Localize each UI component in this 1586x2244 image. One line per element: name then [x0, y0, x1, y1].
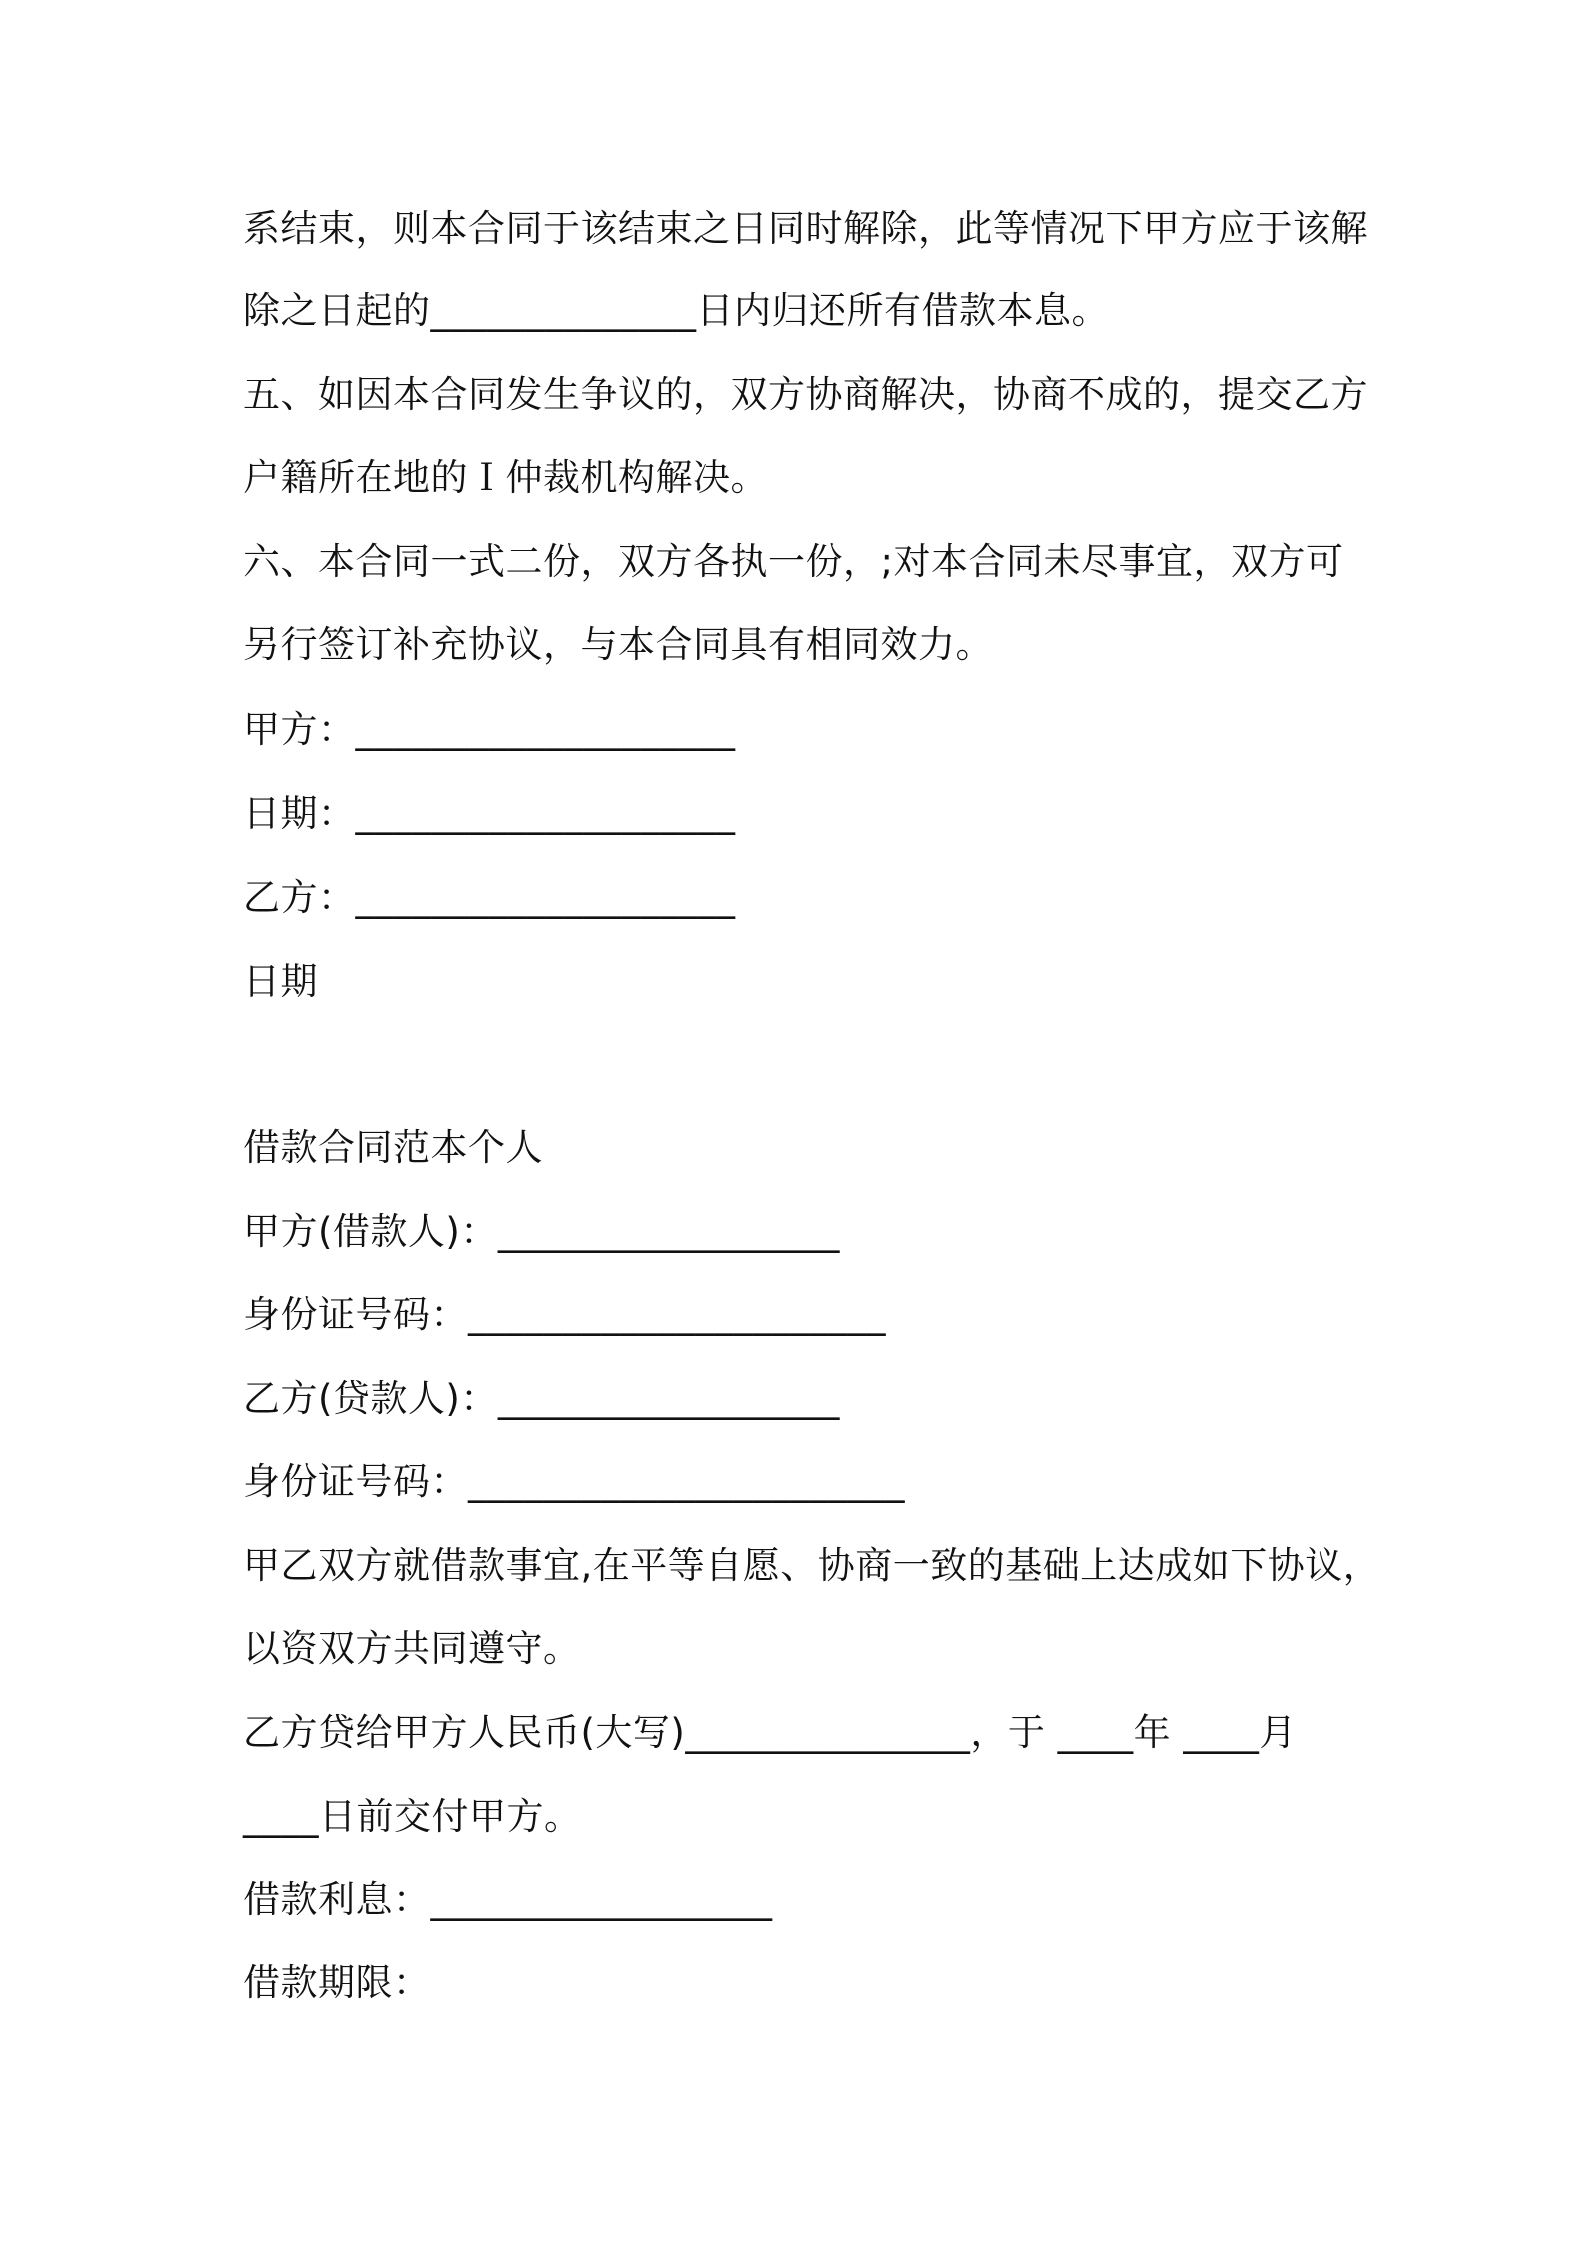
text-line: 以资双方共同遵守。 — [243, 1627, 581, 1670]
signature-party-b: 乙方：____________________ — [243, 876, 736, 919]
signature-date-a: 日期：____________________ — [243, 792, 736, 835]
text-line: 六、本合同一式二份，双方各执一份，;对本合同未尽事宜，双方可 — [243, 540, 1344, 583]
lender-id-field: 身份证号码：_______________________ — [243, 1460, 905, 1503]
text-line: 另行签订补充协议，与本合同具有相同效力。 — [243, 623, 993, 666]
loan-term-field: 借款期限： — [243, 1961, 431, 2004]
borrower-field: 甲方(借款人)：__________________ — [243, 1210, 840, 1253]
signature-date-b: 日期 — [243, 960, 318, 1003]
borrower-id-field: 身份证号码：______________________ — [243, 1293, 886, 1336]
lender-field: 乙方(贷款人)：__________________ — [243, 1377, 840, 1420]
signature-party-a: 甲方：____________________ — [243, 708, 736, 751]
text-line: 五、如因本合同发生争议的，双方协商解决，协商不成的，提交乙方 — [243, 373, 1368, 416]
loan-interest-field: 借款利息：__________________ — [243, 1878, 773, 1921]
section-title: 借款合同范本个人 — [243, 1126, 543, 1169]
text-line: 系结束，则本合同于该结束之日同时解除，此等情况下甲方应于该解 — [243, 207, 1368, 250]
text-line: 除之日起的______________日内归还所有借款本息。 — [243, 289, 1109, 332]
text-line: 户籍所在地的Ｉ仲裁机构解决。 — [243, 456, 768, 499]
text-line: ____日前交付甲方。 — [243, 1795, 582, 1838]
text-line: 甲乙双方就借款事宜,在平等自愿、协商一致的基础上达成如下协议， — [243, 1544, 1381, 1587]
loan-amount-line: 乙方贷给甲方人民币(大写)_______________，于 ____年 ____月 — [243, 1711, 1297, 1754]
